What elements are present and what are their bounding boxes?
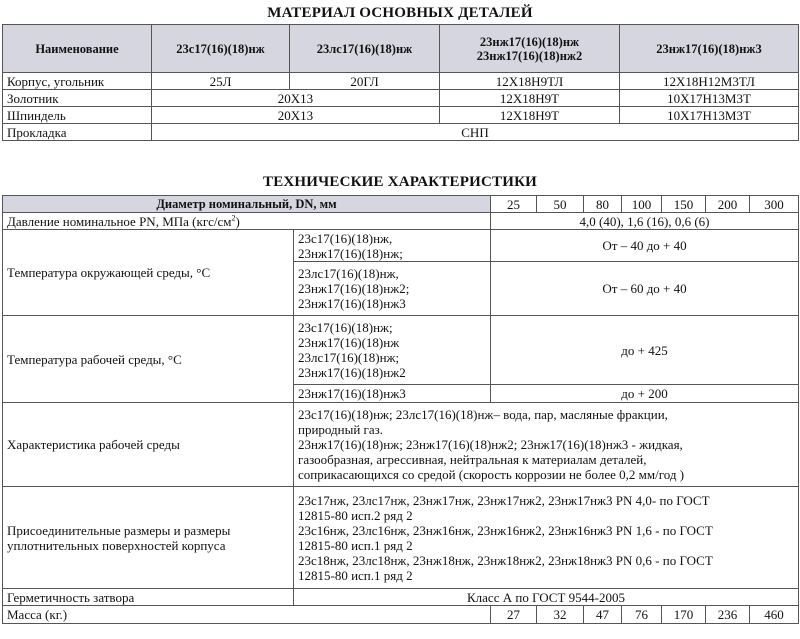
tech-title: ТЕХНИЧЕСКИЕ ХАРАКТЕРИСТИКИ [262,174,538,190]
tightness-row [3,589,799,606]
cell-value: 20Х13 [152,107,440,124]
description-line: 12815-80 исп.1 ряд 2 [298,537,413,553]
ambient-group-1 [294,230,491,262]
pressure-label-sup: 2 [231,213,236,223]
ambient-value-2: От – 60 до + 40 [491,262,799,316]
pressure-label-end: ) [235,213,240,229]
ambient-value-1: От – 40 до + 40 [491,230,799,262]
description-line: 23с17(16)(18)нж; 23лс17(16)(18)нж– вода, пар, масляные фракции, [298,407,668,422]
row-name: Золотник [3,90,152,107]
dn-value: 80 [584,196,622,213]
header-23nzh-line2: 23нж17(16)(18)нж2 [476,48,583,63]
model-line: 23нж17(16)(18)нж; [298,245,403,261]
mass-value: 460 [750,606,799,624]
description-line: 23с18нж, 23лс18нж, 23нж18нж, 23нж18нж2, 23нж18нж3 PN 0,6 - по ГОСТ [298,552,713,568]
description-line: 23с16нж, 23лс16нж, 23нж16нж, 23нж16нж2, 23нж16нж3 PN 1,6 - по ГОСТ [298,522,713,538]
label-line: Присоединительные размеры и размеры [7,522,231,538]
model-line: 23нж17(16)(18)нж [298,335,400,350]
working-group-2: 23нж17(16)(18)нж3 [294,385,491,403]
description-line: 12815-80 исп.1 ряд 2 [298,567,413,583]
description-line: 23нж17(16)(18)нж; 23нж17(16)(18)нж2; 23нж17(16)(18)нж3 - жидкая, [298,437,683,452]
ambient-group-2 [294,262,491,316]
pressure-label-main: Давление номинальное PN, МПа (кгс/см [7,213,232,229]
description-line: 23с17нж, 23лс17нж, 23нж17нж, 23нж17нж2, 23нж17нж3 PN 4,0- по ГОСТ [298,492,710,508]
table-row [3,107,799,124]
mass-value: 47 [584,606,622,624]
model-line: 23лс17(16)(18)нж, [298,266,399,281]
dn-value: 25 [491,196,537,213]
cell-value: 25Л [152,73,290,90]
pressure-row [3,213,799,230]
model-line: 23с17(16)(18)нж; [298,320,393,335]
description-line: природный газ. [298,422,384,437]
tightness-label: Герметичность затвора [3,589,294,606]
medium-row [3,403,799,487]
dn-row [3,196,799,213]
working-value-2: до + 200 [491,385,799,403]
tech-table [2,195,799,624]
materials-table [2,24,799,141]
model-line: 23лс17(16)(18)нж; [298,350,400,365]
pressure-label [3,213,491,230]
materials-header-row [3,25,799,73]
row-name: Корпус, угольник [3,73,152,90]
materials-title: МАТЕРИАЛ ОСНОВНЫХ ДЕТАЛЕЙ [267,5,533,21]
connection-description [294,487,799,589]
header-name: Наименование [3,25,152,73]
table-row [3,124,799,141]
dn-value: 50 [537,196,584,213]
cell-value: 12Х18Н9Т [440,107,620,124]
cell-value: СНП [152,124,799,141]
cell-value: 10Х17Н13М3Т [620,107,799,124]
mass-value: 27 [491,606,537,624]
label-line: уплотнительных поверхностей корпуса [7,537,226,553]
header-23nzh3: 23нж17(16)(18)нж3 [620,25,799,73]
mass-label: Масса (кг.) [3,606,491,624]
medium-label: Характеристика рабочей среды [3,403,294,487]
header-23ls: 23лс17(16)(18)нж [290,25,440,73]
pressure-value: 4,0 (40), 1,6 (16), 0,6 (6) [491,213,799,230]
header-23nzh-line1: 23нж17(16)(18)нж [479,34,580,49]
medium-description [294,403,799,487]
cell-value: 10Х17Н13М3Т [620,90,799,107]
ambient-row-1 [3,230,799,262]
cell-value: 20ГЛ [290,73,440,90]
cell-value: 12Х18Н9Т [440,90,620,107]
dn-value: 200 [706,196,750,213]
mass-value: 236 [706,606,750,624]
working-label: Температура рабочей среды, °С [3,316,294,403]
dn-value: 300 [750,196,799,213]
mass-row [3,606,799,624]
row-name: Шпиндель [3,107,152,124]
mass-value: 32 [537,606,584,624]
dn-value: 150 [662,196,706,213]
connection-label [3,487,294,589]
cell-value: 20Х13 [152,90,440,107]
dn-value: 100 [622,196,662,213]
header-23s: 23с17(16)(18)нж [152,25,290,73]
model-line: 23нж17(16)(18)нж2; [298,281,410,296]
tightness-value: Класс А по ГОСТ 9544-2005 [294,589,799,606]
ambient-label: Температура окружающей среды, °С [3,230,294,316]
description-line: соприкасающихся со средой (скорость коррозии не более 0,2 мм/год ) [298,467,685,482]
mass-value: 170 [662,606,706,624]
description-line: газообразная, агрессивная, нейтральная к материалам деталей, [298,452,647,467]
working-group-1 [294,316,491,385]
working-value-1: до + 425 [491,316,799,385]
table-row [3,90,799,107]
dn-label: Диаметр номинальный, DN, мм [3,196,491,213]
header-23nzh [440,25,620,73]
mass-value: 76 [622,606,662,624]
cell-value: 12Х18Н12М3ТЛ [620,73,799,90]
row-name: Прокладка [3,124,152,141]
model-line: 23нж17(16)(18)нж3 [298,296,406,311]
model-line: 23с17(16)(18)нж, [298,230,393,246]
description-line: 12815-80 исп.2 ряд 2 [298,507,413,523]
cell-value: 12Х18Н9ТЛ [440,73,620,90]
table-row [3,73,799,90]
model-line: 23нж17(16)(18)нж2 [298,365,406,380]
working-row-1 [3,316,799,385]
connection-row [3,487,799,589]
